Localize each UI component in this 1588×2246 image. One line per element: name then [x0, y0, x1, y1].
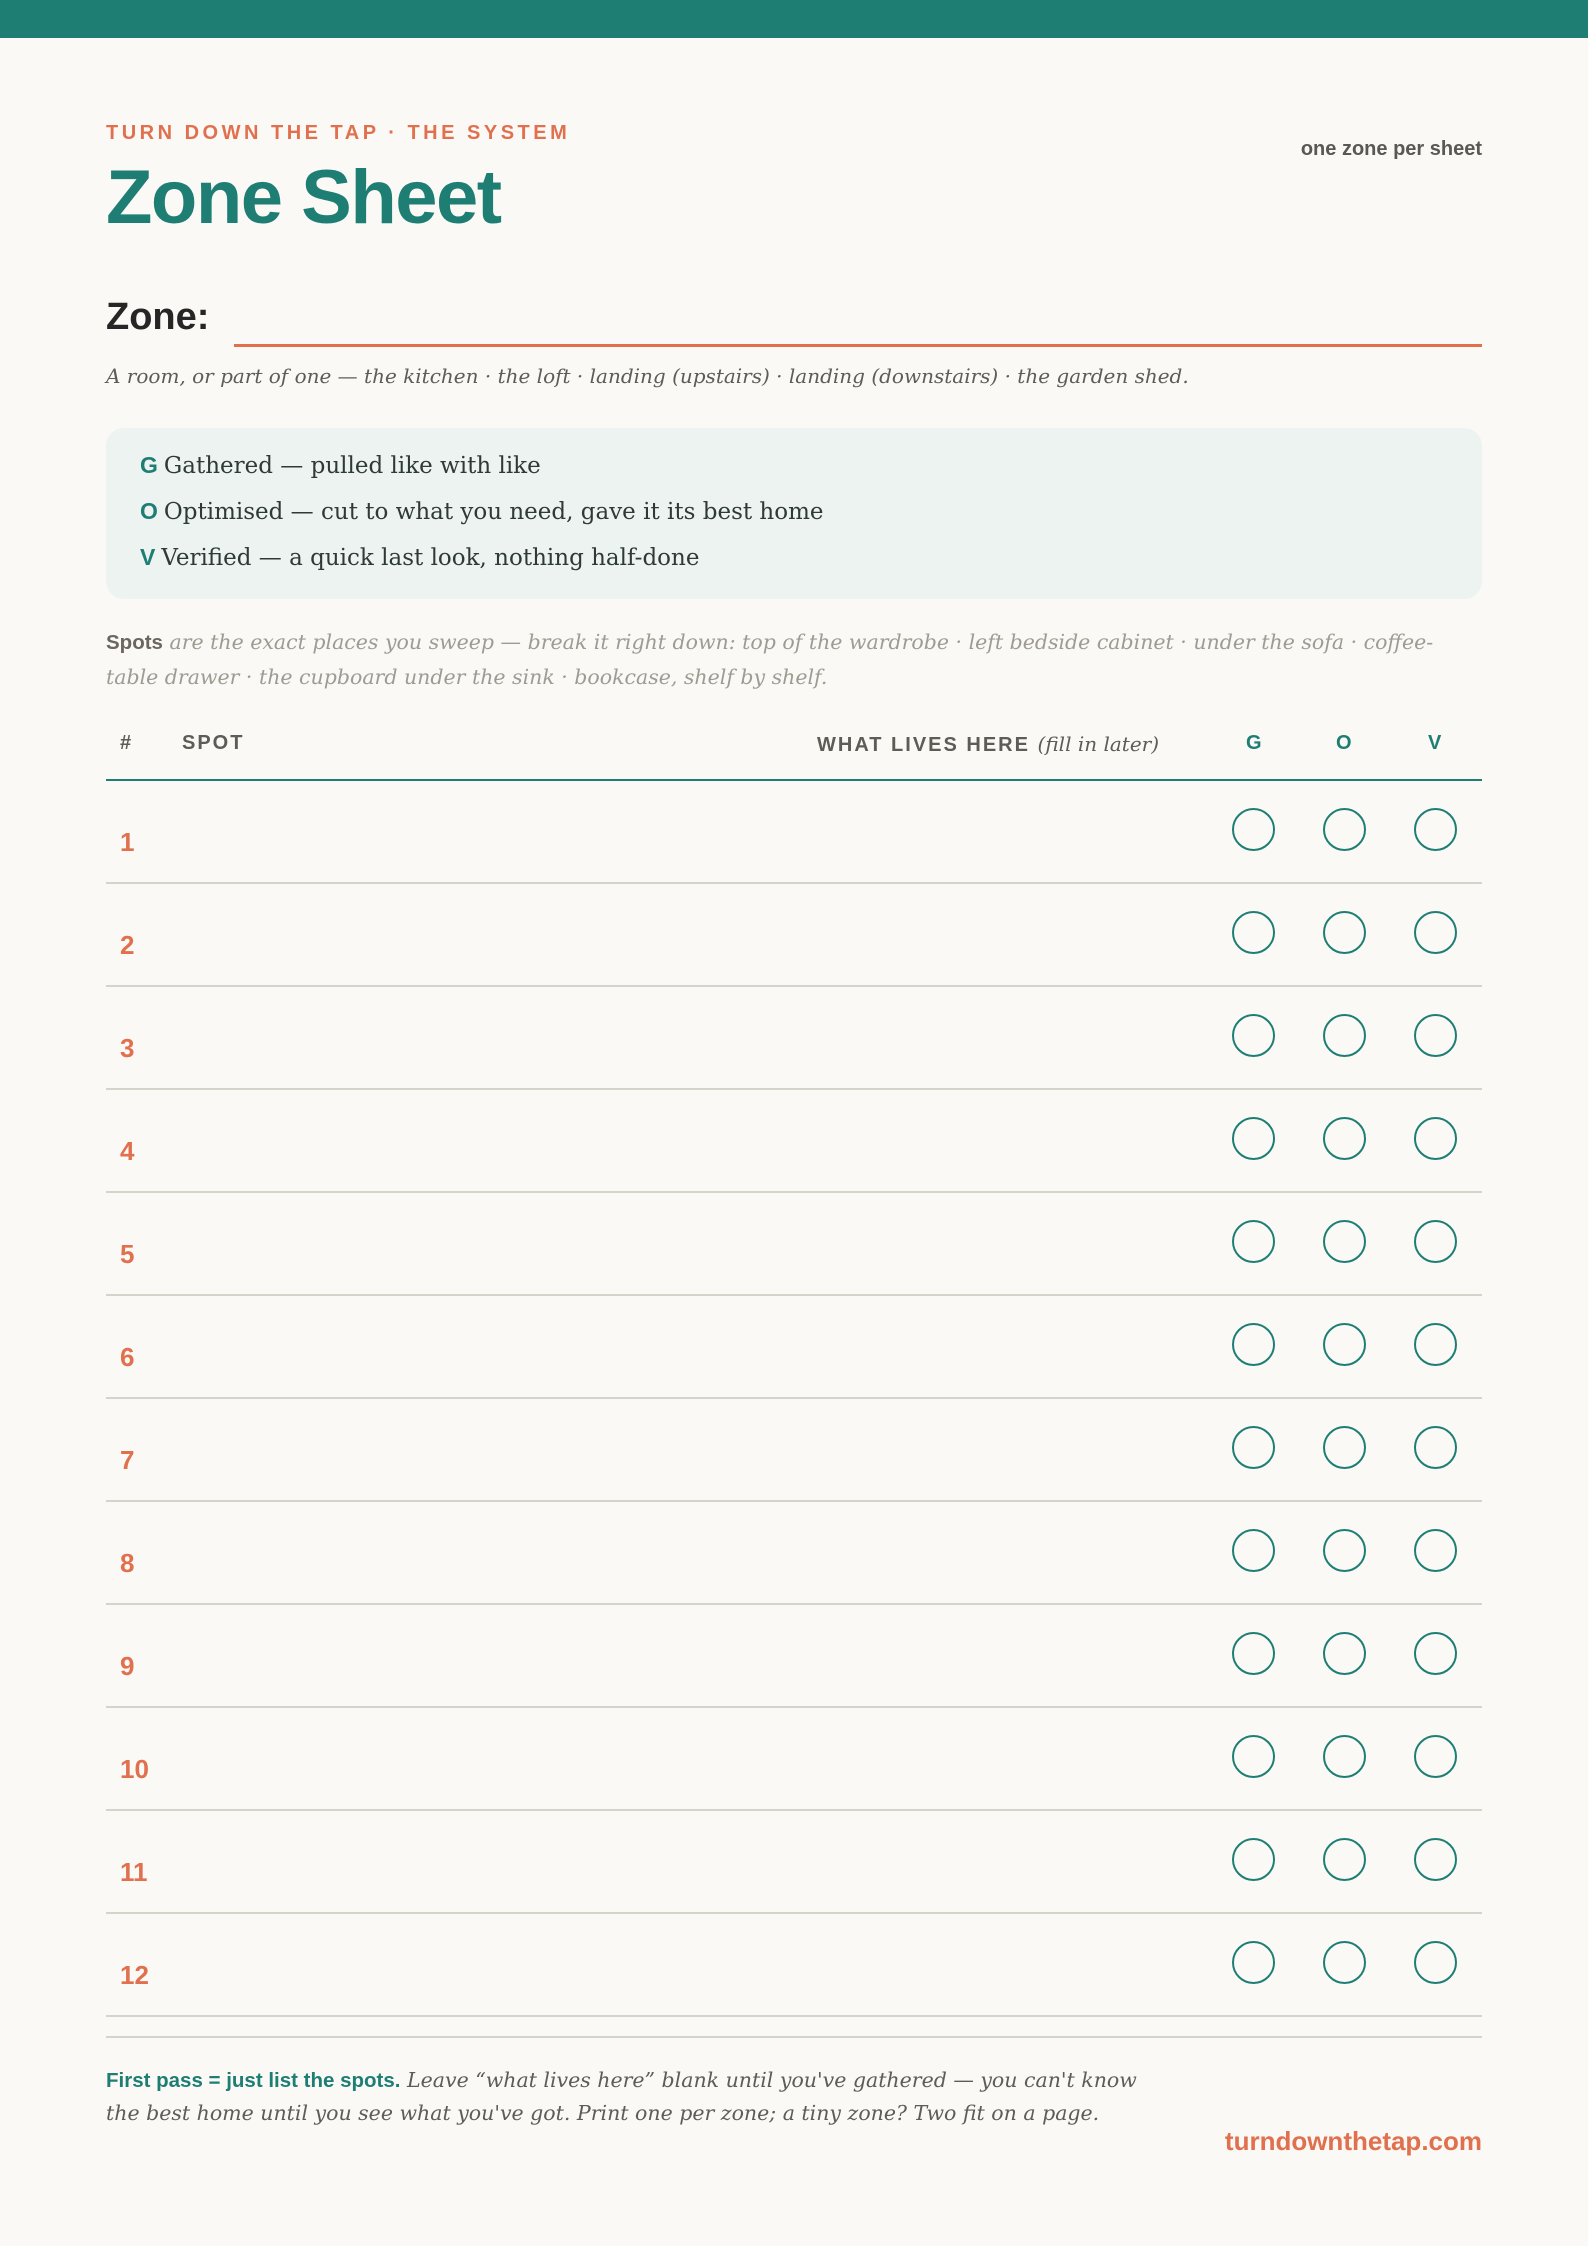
o-checkbox-circle[interactable] — [1323, 1323, 1366, 1366]
row-number: 9 — [120, 1651, 135, 1681]
table-row — [106, 1811, 1482, 1914]
col-header-num: # — [120, 732, 134, 754]
col-header-v: V — [1428, 732, 1442, 754]
spots-note-text: are the exact places you sweep — break it right down: top of the wardrobe · left bedside cabinet · under the sofa · coffee-table drawer · the cupboard under the sink · bookcase, shelf by shelf. — [106, 630, 1434, 689]
col-header-lives-note: (fill in later) — [1037, 732, 1160, 756]
row-number: 6 — [120, 1342, 135, 1372]
legend-text: Gathered — pulled like with like — [163, 453, 541, 479]
g-checkbox-circle[interactable] — [1232, 1632, 1275, 1675]
g-checkbox-circle[interactable] — [1232, 808, 1275, 851]
table-row — [106, 1296, 1482, 1399]
v-checkbox-circle[interactable] — [1414, 1838, 1457, 1881]
row-number: 10 — [120, 1754, 149, 1784]
g-checkbox-circle[interactable] — [1232, 911, 1275, 954]
row-number: 8 — [120, 1548, 135, 1578]
v-checkbox-circle[interactable] — [1414, 1117, 1457, 1160]
legend-item-gathered — [140, 452, 541, 479]
table-row — [106, 1193, 1482, 1296]
col-header-o: O — [1336, 732, 1352, 754]
row-number: 3 — [120, 1033, 135, 1063]
v-checkbox-circle[interactable] — [1414, 1735, 1457, 1778]
v-checkbox-circle[interactable] — [1414, 1941, 1457, 1984]
o-checkbox-circle[interactable] — [1323, 1838, 1366, 1881]
g-checkbox-circle[interactable] — [1232, 1426, 1275, 1469]
v-checkbox-circle[interactable] — [1414, 1426, 1457, 1469]
row-number: 4 — [120, 1136, 135, 1166]
tagline: one zone per sheet — [1300, 138, 1482, 160]
site-url: turndownthetap.com — [1224, 2126, 1482, 2156]
zone-label: Zone: — [106, 296, 210, 338]
col-header-lives — [817, 732, 1159, 757]
page-title: Zone Sheet — [106, 155, 501, 240]
table-row — [106, 1399, 1482, 1502]
table-row — [106, 781, 1482, 884]
v-checkbox-circle[interactable] — [1414, 1529, 1457, 1572]
legend-text: Optimised — cut to what you need, gave it its best home — [163, 499, 824, 525]
v-checkbox-circle[interactable] — [1414, 1323, 1457, 1366]
table-row — [106, 987, 1482, 1090]
col-header-spot: SPOT — [182, 732, 245, 754]
o-checkbox-circle[interactable] — [1323, 808, 1366, 851]
legend-box — [106, 428, 1482, 599]
v-checkbox-circle[interactable] — [1414, 911, 1457, 954]
zone-write-line — [234, 344, 1482, 347]
o-checkbox-circle[interactable] — [1323, 1117, 1366, 1160]
footer-lead: First pass = just list the spots. — [106, 2069, 401, 2092]
g-checkbox-circle[interactable] — [1232, 1838, 1275, 1881]
table-row — [106, 884, 1482, 987]
row-number: 7 — [120, 1445, 135, 1475]
v-checkbox-circle[interactable] — [1414, 1014, 1457, 1057]
table-row — [106, 1605, 1482, 1708]
v-checkbox-circle[interactable] — [1414, 1632, 1457, 1675]
legend-item-optimised — [140, 498, 824, 525]
row-number: 2 — [120, 930, 135, 960]
col-header-lives-label: WHAT LIVES HERE — [817, 734, 1030, 756]
col-header-g: G — [1246, 732, 1262, 754]
legend-item-verified — [140, 544, 699, 571]
o-checkbox-circle[interactable] — [1323, 1632, 1366, 1675]
legend-text: Verified — a quick last look, nothing half-done — [161, 545, 700, 571]
o-checkbox-circle[interactable] — [1323, 1014, 1366, 1057]
spots-note-lead: Spots — [106, 631, 163, 654]
footer-text: Leave “what lives here” blank until you've gathered — you can't know the best home until you see what you've got. Print one per zone; a tiny zone? Two fit on a page. — [106, 2068, 1137, 2125]
eyebrow: TURN DOWN THE TAP · THE SYSTEM — [106, 122, 571, 144]
g-checkbox-circle[interactable] — [1232, 1323, 1275, 1366]
g-checkbox-circle[interactable] — [1232, 1735, 1275, 1778]
o-checkbox-circle[interactable] — [1323, 1220, 1366, 1263]
top-accent-bar — [0, 0, 1588, 38]
table-row — [106, 1708, 1482, 1811]
footer-rule — [106, 2036, 1482, 2038]
legend-key: O — [140, 498, 158, 524]
row-number: 5 — [120, 1239, 135, 1269]
v-checkbox-circle[interactable] — [1414, 808, 1457, 851]
zone-hint: A room, or part of one — the kitchen · the loft · landing (upstairs) · landing (downstairs) · the garden shed. — [106, 364, 1189, 388]
spots-note — [106, 625, 1482, 694]
table-row — [106, 1914, 1482, 2017]
footer-note — [106, 2064, 1146, 2130]
legend-key: V — [140, 544, 156, 570]
g-checkbox-circle[interactable] — [1232, 1529, 1275, 1572]
o-checkbox-circle[interactable] — [1323, 1735, 1366, 1778]
g-checkbox-circle[interactable] — [1232, 1220, 1275, 1263]
row-number: 11 — [120, 1857, 148, 1887]
g-checkbox-circle[interactable] — [1232, 1014, 1275, 1057]
o-checkbox-circle[interactable] — [1323, 1529, 1366, 1572]
row-number: 1 — [120, 827, 135, 857]
table-row — [106, 1090, 1482, 1193]
table-row — [106, 1502, 1482, 1605]
o-checkbox-circle[interactable] — [1323, 1941, 1366, 1984]
legend-key: G — [140, 452, 158, 478]
g-checkbox-circle[interactable] — [1232, 1941, 1275, 1984]
v-checkbox-circle[interactable] — [1414, 1220, 1457, 1263]
o-checkbox-circle[interactable] — [1323, 1426, 1366, 1469]
g-checkbox-circle[interactable] — [1232, 1117, 1275, 1160]
row-number: 12 — [120, 1960, 149, 1990]
o-checkbox-circle[interactable] — [1323, 911, 1366, 954]
